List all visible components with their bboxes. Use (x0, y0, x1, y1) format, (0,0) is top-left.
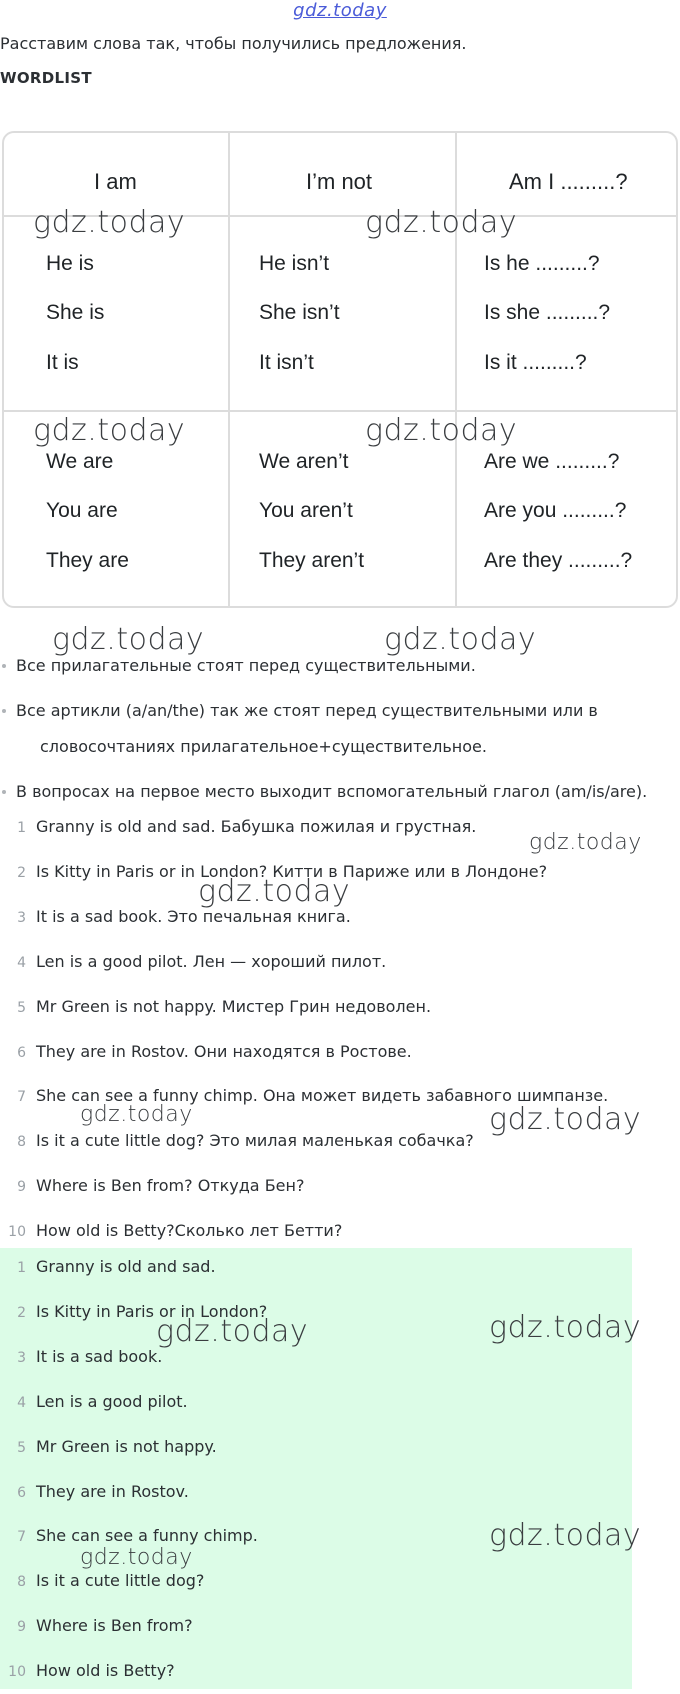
watermark: gdz.today (33, 413, 186, 448)
table-cell: He isn’t (259, 252, 330, 275)
watermark: gdz.today (489, 1518, 642, 1553)
list-item (0, 1380, 188, 1424)
intro-text: Расставим слова так, чтобы получились предложения. (0, 34, 467, 53)
list-item-text: Len is a good pilot. (36, 1391, 188, 1411)
list-item-number: 1 (17, 1260, 26, 1276)
table-cell: He is (46, 252, 94, 275)
watermark: gdz.today (365, 205, 518, 240)
list-item-number: 2 (17, 864, 26, 881)
list-item-number: 4 (17, 954, 26, 971)
watermark: gdz.today (489, 1310, 642, 1345)
list-item-text: Is Kitty in Paris or in London? (36, 1301, 268, 1321)
list-item (0, 940, 386, 984)
rule-bullet-continuation: словосочтаниях прилагательное+существительное. (40, 737, 487, 756)
wordlist-heading: WORDLIST (0, 69, 92, 87)
rule-bullet: Все прилагательные стоят перед существительными. (16, 648, 476, 684)
list-item (0, 1649, 175, 1693)
table-cell: Are you .........? (484, 499, 627, 522)
wordlist-table (2, 131, 678, 608)
table-cell: Are we .........? (484, 450, 620, 473)
list-item-number: 8 (17, 1134, 26, 1151)
table-cell: They are (46, 549, 129, 572)
table-header: I’m not (306, 169, 373, 194)
list-item-text: She can see a funny chimp. Она может видеть забавного шимпанзе. (36, 1086, 609, 1106)
list-item (0, 985, 431, 1029)
list-item-number: 10 (8, 1664, 26, 1681)
list-item-number: 5 (17, 1439, 26, 1456)
list-item-text: It is a sad book. (36, 1346, 163, 1366)
list-item-text: Len is a good pilot. Лен — хороший пилот. (36, 951, 387, 971)
list-item-text: Is it a cute little dog? (36, 1571, 205, 1591)
watermark: gdz.today (80, 1102, 193, 1127)
table-cell: It isn’t (259, 351, 314, 374)
watermark: gdz.today (52, 622, 205, 657)
list-item-text: How old is Betty? (36, 1661, 175, 1681)
list-item-number: 7 (17, 1089, 26, 1106)
list-item-text: Granny is old and sad. Бабушка пожилая и грустная. (36, 817, 477, 836)
list-item-number: 5 (17, 999, 26, 1016)
table-cell: She isn’t (259, 301, 340, 324)
list-item-number: 1 (17, 820, 26, 836)
table-header: Am I .........? (509, 169, 628, 194)
list-item-text: Where is Ben from? Откуда Бен? (36, 1176, 305, 1196)
list-item-number: 8 (17, 1574, 26, 1591)
table-cell: Is she .........? (484, 301, 611, 324)
watermark: gdz.today (489, 1102, 642, 1137)
column-divider (228, 133, 230, 606)
watermark: gdz.today (365, 413, 518, 448)
list-item-text: They are in Rostov. Они находятся в Ростове. (36, 1041, 412, 1061)
column-divider (455, 133, 457, 606)
table-cell: It is (46, 351, 79, 374)
list-item (0, 805, 476, 849)
list-item-number: 4 (17, 1394, 26, 1411)
watermark: gdz.today (384, 622, 537, 657)
list-item-number: 7 (17, 1529, 26, 1546)
list-item-text: Granny is old and sad. (36, 1257, 216, 1276)
table-cell: Is he .........? (484, 252, 600, 275)
table-cell: Is it .........? (484, 351, 587, 374)
watermark: gdz.today (33, 205, 186, 240)
table-cell: We aren’t (259, 450, 349, 473)
list-item-text: It is a sad book. Это печальная книга. (36, 906, 351, 926)
table-header: I am (94, 169, 137, 194)
list-item-text: Is Kitty in Paris or in London? Китти в Париже или в Лондоне? (36, 861, 548, 881)
list-item-number: 2 (17, 1304, 26, 1321)
list-item (0, 1604, 193, 1648)
list-item-number: 10 (8, 1224, 26, 1241)
list-item (0, 1164, 304, 1208)
list-item-number: 3 (17, 1349, 26, 1366)
table-cell: She is (46, 301, 105, 324)
watermark: gdz.today (529, 830, 642, 855)
rule-bullet: В вопросах на первое место выходит вспомогательный глагол (am/is/are). (16, 774, 647, 810)
list-item (0, 1119, 474, 1163)
list-item-text: They are in Rostov. (36, 1481, 189, 1501)
table-cell: You aren’t (259, 499, 353, 522)
list-item-number: 3 (17, 909, 26, 926)
watermark: gdz.today (156, 1314, 309, 1349)
list-item (0, 1245, 216, 1289)
list-item-text: Mr Green is not happy. Мистер Грин недоволен. (36, 996, 432, 1016)
list-item-number: 6 (17, 1044, 26, 1061)
list-item (0, 1030, 412, 1074)
list-item-text: Where is Ben from? (36, 1616, 193, 1636)
list-item-text: Mr Green is not happy. (36, 1436, 217, 1456)
table-cell: You are (46, 499, 118, 522)
list-item-text: She can see a funny chimp. (36, 1526, 258, 1546)
watermark: gdz.today (80, 1545, 193, 1570)
list-item (0, 1335, 162, 1379)
table-cell: Are they .........? (484, 549, 633, 572)
list-item-number: 9 (17, 1619, 26, 1636)
rule-bullet: Все артикли (a/an/the) так же стоят перед существительными или в (16, 693, 598, 729)
list-item (0, 1425, 217, 1469)
watermark: gdz.today (198, 874, 351, 909)
list-item-text: How old is Betty?Сколько лет Бетти? (36, 1221, 343, 1241)
list-item-number: 9 (17, 1179, 26, 1196)
list-item (0, 1470, 189, 1514)
table-cell: They aren’t (259, 549, 365, 572)
list-item-text: Is it a cute little dog? Это милая маленькая собачка? (36, 1131, 474, 1151)
table-cell: We are (46, 450, 114, 473)
row-divider (4, 410, 676, 412)
site-link[interactable]: gdz.today (293, 0, 387, 21)
list-item-number: 6 (17, 1484, 26, 1501)
